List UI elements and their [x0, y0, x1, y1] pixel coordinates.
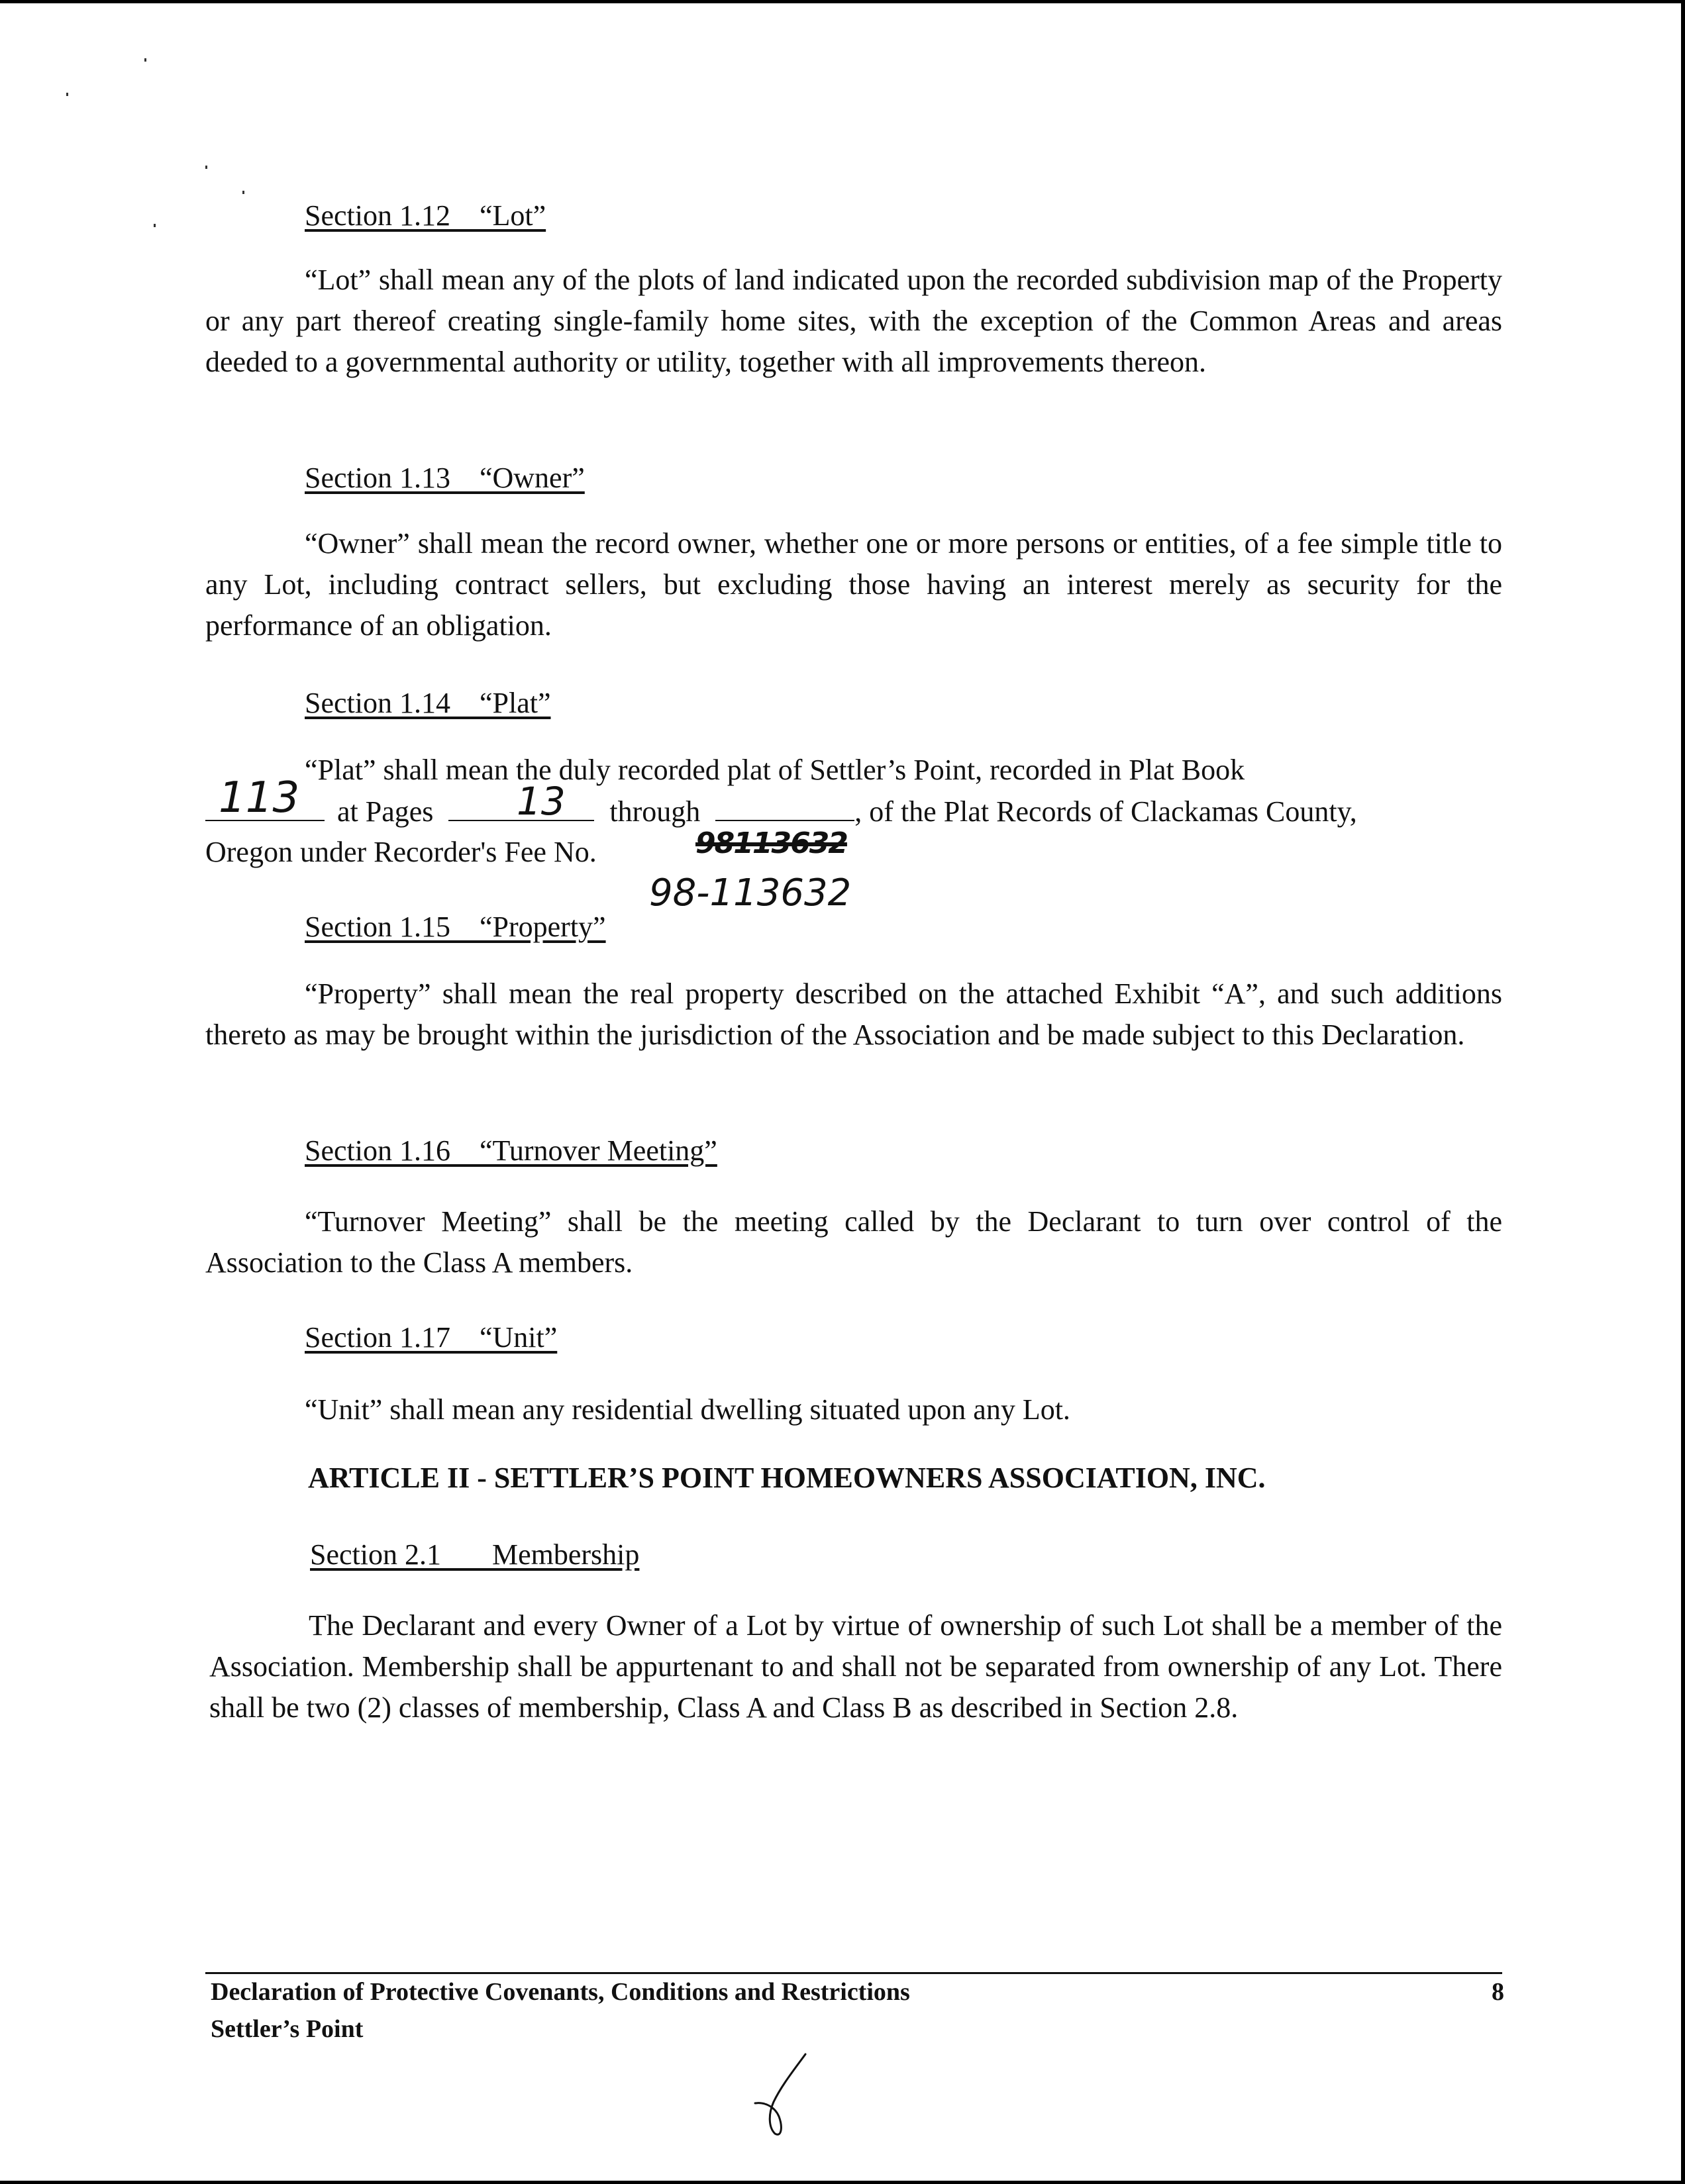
plat-body-line1: “Plat” shall mean the duly recorded plat of Settler’s Point, recorded in Plat Book: [305, 754, 1245, 786]
handwritten-fee-number: 98-113632: [649, 871, 852, 915]
scan-border-top: [0, 0, 1685, 3]
scan-border-right: [1681, 0, 1685, 2184]
section-body: “Property” shall mean the real property described on the attached Exhibit “A”, and such additions thereto as may be brought within the jurisdiction of the Association and be made subject to this Declaration.: [205, 977, 1502, 1051]
scan-speck: [242, 191, 244, 194]
scan-speck: [144, 58, 146, 62]
handwritten-fee-struck: 98113632: [695, 826, 847, 860]
through-label: through: [609, 795, 701, 828]
plat-through-blank: [715, 791, 854, 821]
scan-border-bottom: [0, 2181, 1685, 2184]
handwritten-initial: [742, 2049, 815, 2142]
footer-rule: [205, 1972, 1502, 1974]
section-heading: Section 2.1 Membership: [310, 1538, 640, 1571]
section-heading: Section 1.15 “Property”: [305, 911, 606, 943]
plat-records-text: , of the Plat Records of Clackamas County,: [854, 795, 1357, 828]
scan-speck: [205, 166, 207, 169]
section-body: “Unit” shall mean any residential dwelling situated upon any Lot.: [305, 1393, 1070, 1426]
article-heading: ARTICLE II - SETTLER’S POINT HOMEOWNERS ASSOCIATION, INC.: [308, 1462, 1266, 1494]
section-heading: Section 1.16 “Turnover Meeting”: [305, 1134, 717, 1167]
page-number: 8: [1492, 1978, 1504, 2006]
section-heading: Section 1.13 “Owner”: [305, 462, 585, 494]
section-body: “Lot” shall mean any of the plots of land indicated upon the recorded subdivision map of the Property or any part thereof creating single-family home sites, with the exception of the Common Areas and areas deeded to a governmental authority or utility, together with all improvements thereon.: [205, 264, 1502, 378]
section-body: The Declarant and every Owner of a Lot by virtue of ownership of such Lot shall be a member of the Association. Membership shall be appurtenant to and shall not be separated from ownership of any Lot. There shall be two (2) classes of membership, Class A and Class B as described in Section 2.8.: [209, 1609, 1502, 1724]
footer-title: Declaration of Protective Covenants, Conditions and Restrictions: [211, 1978, 910, 2006]
at-pages-label: at Pages: [337, 795, 434, 828]
section-heading: Section 1.17 “Unit”: [305, 1321, 558, 1354]
handwritten-page-number: 13: [517, 779, 566, 824]
section-heading: Section 1.12 “Lot”: [305, 199, 546, 232]
scan-speck: [66, 93, 68, 96]
handwritten-plat-book: 113: [219, 773, 300, 822]
section-heading: Section 1.14 “Plat”: [305, 687, 551, 719]
footer-subtitle: Settler’s Point: [211, 2015, 364, 2043]
section-body: “Turnover Meeting” shall be the meeting called by the Declarant to turn over control of the Association to the Class A members.: [205, 1205, 1502, 1279]
plat-body-line3: Oregon under Recorder's Fee No.: [205, 836, 597, 868]
scan-speck: [154, 224, 156, 227]
section-body: “Owner” shall mean the record owner, whether one or more persons or entities, of a fee simple title to any Lot, including contract sellers, but excluding those having an interest merely as security for the performance of an obligation.: [205, 527, 1502, 642]
plat-body-line2: [205, 791, 1504, 832]
